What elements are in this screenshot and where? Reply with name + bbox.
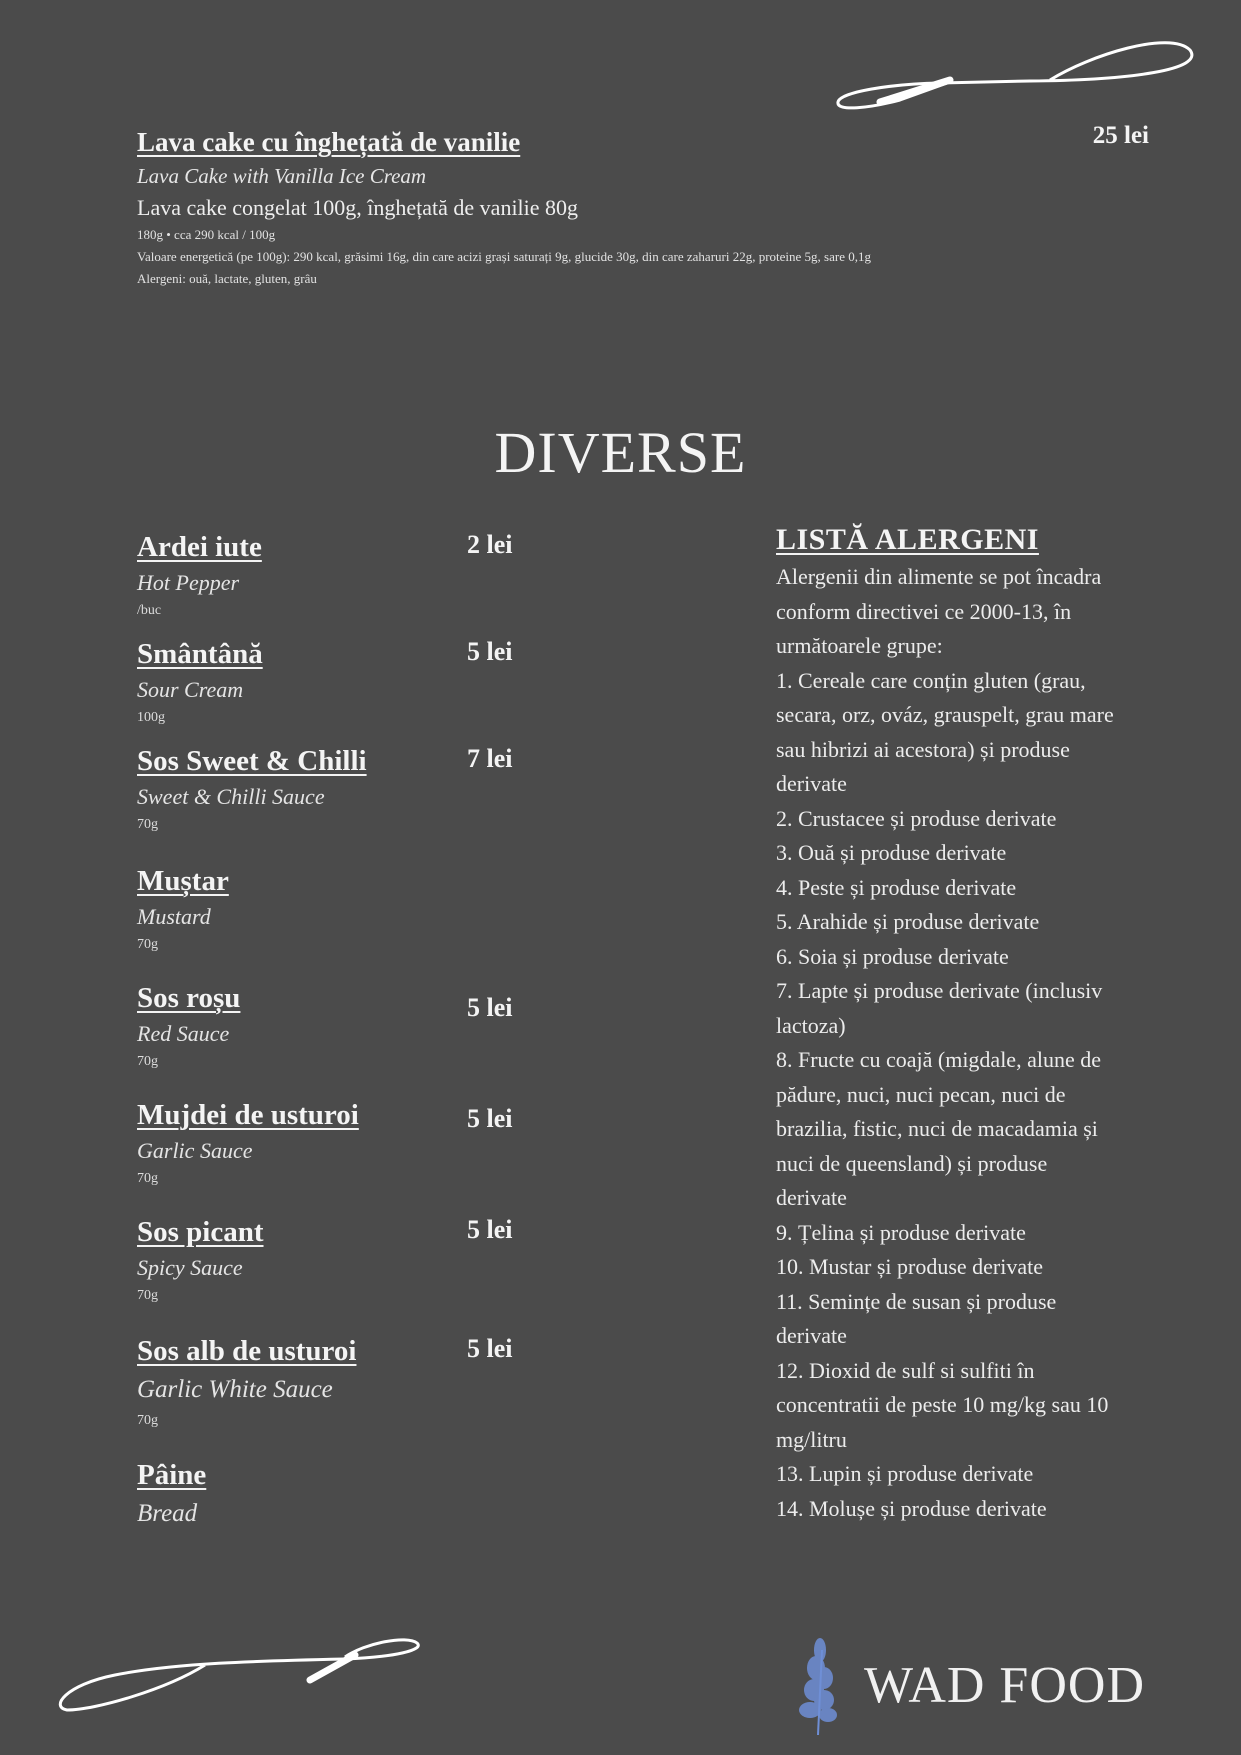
allergen-line: 7. Lapte și produse derivate (inclusiv xyxy=(776,978,1103,1003)
item-english-name: Garlic White Sauce xyxy=(137,1376,333,1403)
allergen-line: secara, orz, ováz, grauspelt, grau mare xyxy=(776,702,1114,727)
item-english-name: Bread xyxy=(137,1500,198,1527)
item-english-name: Sour Cream xyxy=(137,677,244,702)
item-name: Sos picant xyxy=(137,1216,264,1248)
allergen-line: concentratii de peste 10 mg/kg sau 10 xyxy=(776,1392,1109,1417)
allergen-line: derivate xyxy=(776,1185,847,1210)
allergen-line: 1. Cereale care conțin gluten (grau, xyxy=(776,667,1086,693)
allergen-line: nuci de queensland) și produse xyxy=(776,1150,1048,1176)
allergen-list-title: LISTĂ ALERGENI xyxy=(776,523,1039,556)
item-english-name: Hot Pepper xyxy=(137,570,240,595)
menu-item xyxy=(137,635,537,729)
section-title: DIVERSE xyxy=(494,420,747,485)
item-name: Ardei iute xyxy=(137,531,262,563)
menu-item xyxy=(137,1456,537,1534)
menu-item xyxy=(137,528,537,622)
item-english-name: Sweet & Chilli Sauce xyxy=(137,784,325,809)
allergen-line: lactoza) xyxy=(776,1012,846,1038)
brand-name: WAD FOOD xyxy=(864,1656,1145,1714)
menu-item xyxy=(137,742,537,836)
allergen-line: brazilia, fistic, nuci de macadamia și xyxy=(776,1116,1098,1141)
allergen-line: 9. Țelina și produse derivate xyxy=(776,1219,1026,1245)
item-quantity: 70g xyxy=(137,1288,158,1303)
allergen-line: 12. Dioxid de sulf si sulfiti în xyxy=(776,1357,1035,1383)
menu-item xyxy=(137,1332,537,1432)
allergen-line: următoarele grupe: xyxy=(776,633,943,658)
allergen-line: 10. Mustar și produse derivate xyxy=(776,1254,1043,1279)
item-english-name: Garlic Sauce xyxy=(137,1138,253,1163)
allergen-line: 8. Fructe cu coajă (migdale, alune de xyxy=(776,1047,1101,1072)
item-english-name: Lava Cake with Vanilla Ice Cream xyxy=(137,164,427,188)
dessert-item xyxy=(137,124,1037,290)
item-quantity: 70g xyxy=(137,817,158,832)
allergen-line: 13. Lupin și produse derivate xyxy=(776,1461,1034,1486)
allergen-line: mg/litru xyxy=(776,1426,847,1452)
item-name: Pâine xyxy=(137,1459,207,1491)
item-english-name: Spicy Sauce xyxy=(137,1255,243,1280)
allergen-line: 2. Crustacee și produse derivate xyxy=(776,805,1057,831)
menu-item xyxy=(137,862,537,956)
allergen-line: derivate xyxy=(776,771,847,796)
allergen-list xyxy=(776,520,1161,1526)
item-name: Sos Sweet & Chilli xyxy=(137,745,367,777)
item-name: Sos alb de usturoi xyxy=(137,1335,357,1367)
item-quantity: 70g xyxy=(137,1054,158,1069)
item-price: 25 lei xyxy=(1092,122,1149,149)
item-price: 2 lei xyxy=(467,530,513,559)
item-nutrition: Valoare energetică (pe 100g): 290 kcal, grăsimi 16g, din care acizi grași saturați 9g, glucide 30g, din care zaharuri 22g, proteine 5g, sare 0,1g xyxy=(137,249,871,264)
allergen-line: 5. Arahide și produse derivate xyxy=(776,909,1040,934)
item-allergens: Alergeni: ouă, lactate, gluten, grâu xyxy=(137,271,317,286)
item-price: 5 lei xyxy=(467,1104,513,1133)
item-name: Muștar xyxy=(137,865,229,897)
flourish-top-icon xyxy=(830,30,1200,130)
item-description: Lava cake congelat 100g, înghețată de vanilie 80g xyxy=(137,195,579,220)
item-price: 7 lei xyxy=(467,744,513,773)
allergen-line: 6. Soia și produse derivate xyxy=(776,943,1009,969)
item-quantity: /buc xyxy=(137,603,162,618)
item-english-name: Red Sauce xyxy=(137,1021,230,1046)
allergen-line: sau hibrizi ai acestora) și produse xyxy=(776,736,1070,762)
item-price: 5 lei xyxy=(467,1334,513,1363)
item-price: 5 lei xyxy=(467,1215,513,1244)
item-weight-kcal: 180g • cca 290 kcal / 100g xyxy=(137,227,276,242)
item-english-name: Mustard xyxy=(137,904,211,929)
item-name: Mujdei de usturoi xyxy=(137,1099,359,1131)
item-price: 5 lei xyxy=(467,993,513,1022)
item-name: Sos roșu xyxy=(137,982,241,1014)
allergen-line: derivate xyxy=(776,1323,847,1348)
item-quantity: 70g xyxy=(137,937,158,952)
item-quantity: 70g xyxy=(137,1413,158,1428)
item-name: Lava cake cu înghețată de vanilie xyxy=(137,127,521,157)
allergen-line: pădure, nuci, nuci pecan, nuci de xyxy=(776,1081,1066,1107)
item-quantity: 100g xyxy=(137,710,165,725)
menu-item xyxy=(137,1096,537,1190)
allergen-line: 4. Peste și produse derivate xyxy=(776,874,1017,900)
item-name: Smântână xyxy=(137,638,263,670)
allergen-line: 3. Ouă și produse derivate xyxy=(776,840,1007,865)
item-price: 5 lei xyxy=(467,637,513,666)
brand-logo xyxy=(790,1630,1145,1740)
herb-sprig-icon xyxy=(790,1630,850,1740)
allergen-line: 14. Molușe și produse derivate xyxy=(776,1495,1047,1521)
menu-item xyxy=(137,979,537,1073)
allergen-line: Alergenii din alimente se pot încadra xyxy=(776,564,1102,589)
allergen-line: conform directivei ce 2000-13, în xyxy=(776,598,1072,624)
item-quantity: 70g xyxy=(137,1171,158,1186)
menu-item xyxy=(137,1213,537,1307)
flourish-bottom-icon xyxy=(55,1615,435,1725)
allergen-line: 11. Semințe de susan și produse xyxy=(776,1288,1057,1314)
